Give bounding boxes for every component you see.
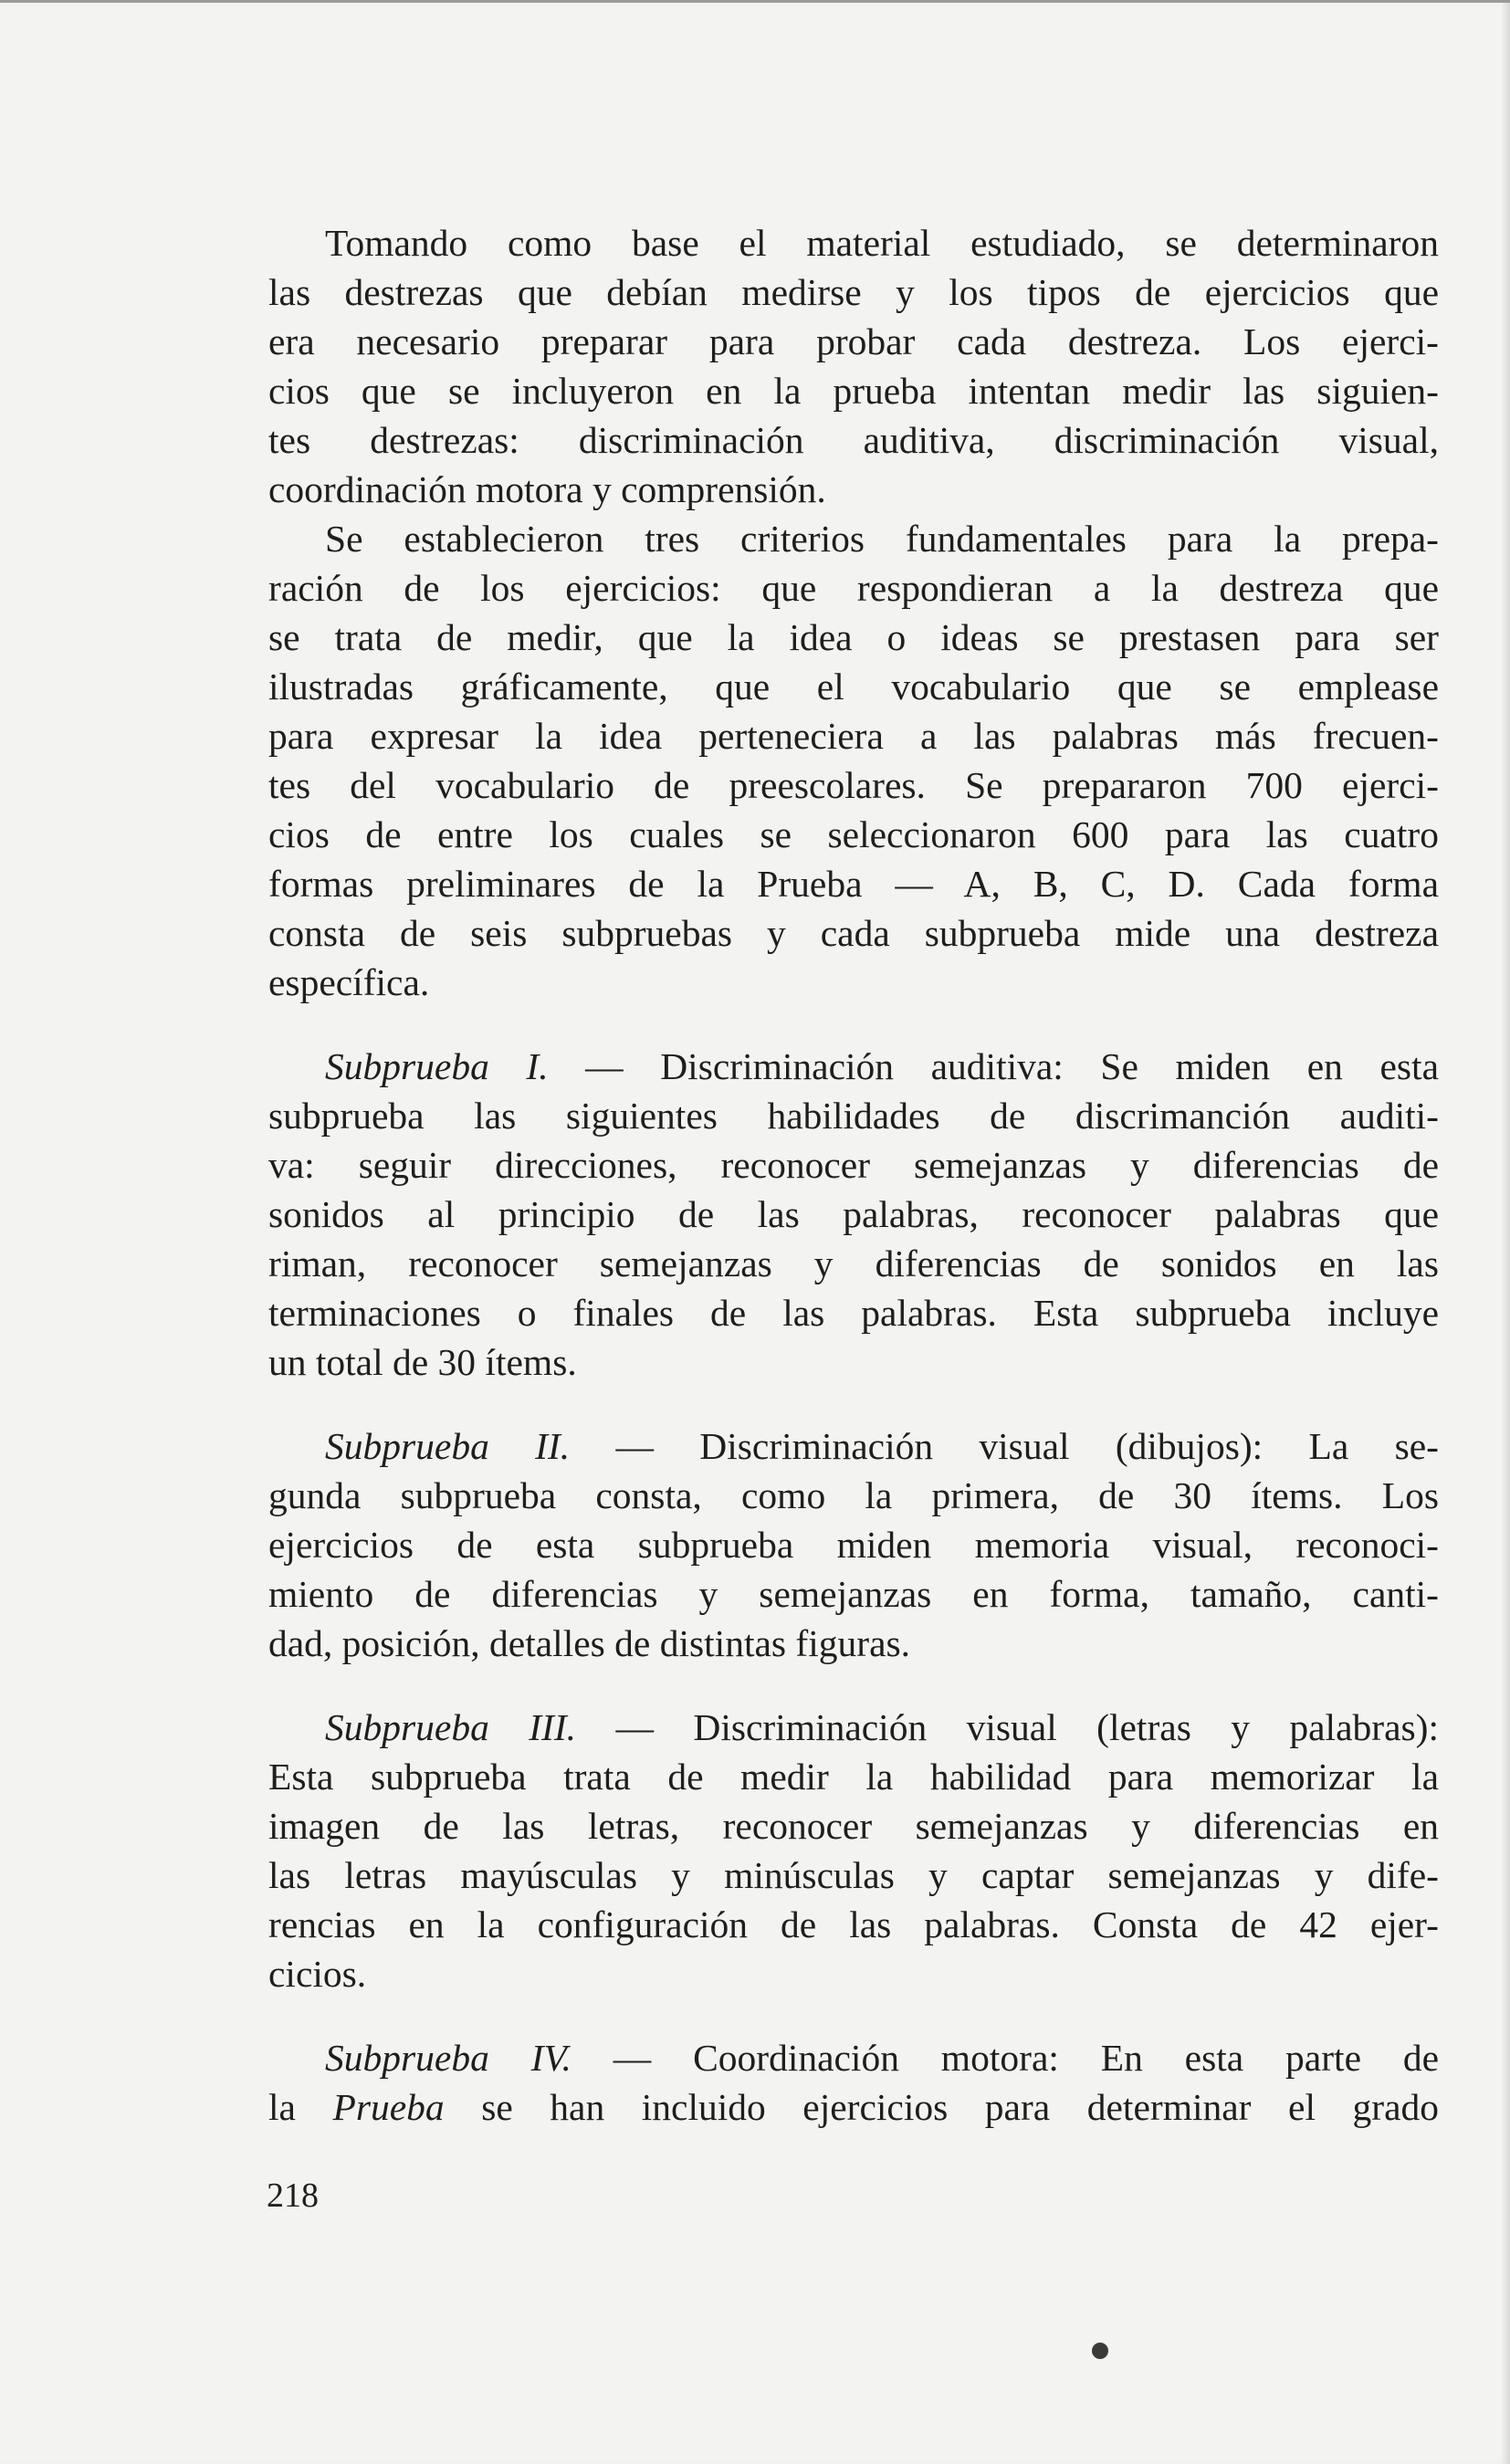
text-line: riman, reconocer semejanzas y diferencias de sonidos en las [268, 1242, 1439, 1284]
paragraph-subprueba-3 [268, 1703, 1439, 1998]
subprueba-heading: Subprueba I. [325, 1045, 549, 1087]
text-line: las letras mayúsculas y minúsculas y captar semejanzas y dife- [268, 1854, 1439, 1896]
text-line: tes destrezas: discriminación auditiva, discriminación visual, [268, 419, 1439, 461]
subprueba-heading: Subprueba IV. [325, 2037, 571, 2079]
page-edge-shadow [1501, 3, 1510, 2464]
text-line: cios que se incluyeron en la prueba intentan medir las siguien- [268, 370, 1439, 412]
text-line: tes del vocabulario de preescolares. Se prepararon 700 ejerci- [268, 764, 1439, 806]
paragraph-subprueba-1 [268, 1042, 1439, 1387]
paragraph-gap [268, 1387, 1439, 1421]
paragraph-intro [268, 218, 1439, 514]
text-line: ilustradas gráficamente, que el vocabulario que se emplease [268, 666, 1439, 708]
inline-italic-text: Prueba [332, 2086, 445, 2128]
paragraph-gap [268, 1007, 1439, 1042]
text-line: consta de seis subpruebas y cada subprueba mide una destreza [268, 912, 1439, 954]
text-line: coordinación motora y comprensión. [268, 468, 826, 510]
subprueba-heading: Subprueba III. [325, 1706, 577, 1748]
inline-text: se han incluido ejercicios para determinar el grado [444, 2086, 1439, 2128]
text-line [268, 1703, 1439, 1752]
text-line: formas preliminares de la Prueba — A, B, C, D. Cada forma [268, 863, 1439, 905]
text-line: cios de entre los cuales se seleccionaron 600 para las cuatro [268, 813, 1439, 855]
heading-rest: — Discriminación visual (dibujos): La se- [570, 1425, 1439, 1467]
ink-spot [1092, 2343, 1108, 2359]
inline-text: la [268, 2086, 333, 2128]
text-line: las destrezas que debían medirse y los tipos de ejercicios que [268, 271, 1439, 313]
heading-rest: — Discriminación auditiva: Se miden en esta [548, 1045, 1439, 1087]
text-line: cicios. [268, 1953, 367, 1995]
paragraph-subprueba-4 [268, 2033, 1439, 2132]
paragraph-subprueba-2 [268, 1421, 1439, 1668]
text-line: miento de diferencias y semejanzas en forma, tamaño, canti- [268, 1573, 1439, 1615]
text-line: gunda subprueba consta, como la primera, de 30 ítems. Los [268, 1474, 1439, 1516]
text-line: subprueba las siguientes habilidades de discrimanción auditi- [268, 1095, 1439, 1137]
text-line: ración de los ejercicios: que respondieran a la destreza que [268, 567, 1439, 609]
paragraph-gap [268, 1668, 1439, 1703]
text-line: terminaciones o finales de las palabras. Esta subprueba incluye [268, 1292, 1439, 1334]
heading-rest: — Discriminación visual (letras y palabras): [576, 1706, 1440, 1748]
text-line: Se establecieron tres criterios fundamentales para la prepa- [325, 518, 1439, 560]
subprueba-heading: Subprueba II. [325, 1425, 571, 1467]
text-line: va: seguir direcciones, reconocer semejanzas y diferencias de [268, 1144, 1439, 1186]
text-line [268, 2082, 1439, 2132]
text-line: Esta subprueba trata de medir la habilidad para memorizar la [268, 1756, 1439, 1798]
text-line: ejercicios de esta subprueba miden memoria visual, reconoci- [268, 1524, 1439, 1566]
text-line: específica. [268, 961, 430, 1003]
text-line [268, 1042, 1439, 1091]
text-line: Tomando como base el material estudiado, se determinaron [325, 222, 1439, 264]
page-number: 218 [267, 2176, 319, 2215]
text-line: dad, posición, detalles de distintas figuras. [268, 1622, 911, 1664]
text-line [268, 2033, 1439, 2082]
text-line: se trata de medir, que la idea o ideas se prestasen para ser [268, 616, 1439, 658]
text-line: imagen de las letras, reconocer semejanzas y diferencias en [268, 1805, 1439, 1847]
heading-rest: — Coordinación motora: En esta parte de [571, 2037, 1440, 2079]
text-line: rencias en la configuración de las palabras. Consta de 42 ejer- [268, 1903, 1439, 1945]
paragraph-gap [268, 1998, 1439, 2033]
text-line: un total de 30 ítems. [268, 1341, 577, 1383]
text-line [268, 1421, 1439, 1471]
text-line: sonidos al principio de las palabras, reconocer palabras que [268, 1193, 1439, 1235]
paragraph-criterios [268, 514, 1439, 1007]
body-text [268, 218, 1439, 2132]
text-line: era necesario preparar para probar cada destreza. Los ejerci- [268, 320, 1439, 362]
text-line: para expresar la idea perteneciera a las palabras más frecuen- [268, 715, 1439, 757]
